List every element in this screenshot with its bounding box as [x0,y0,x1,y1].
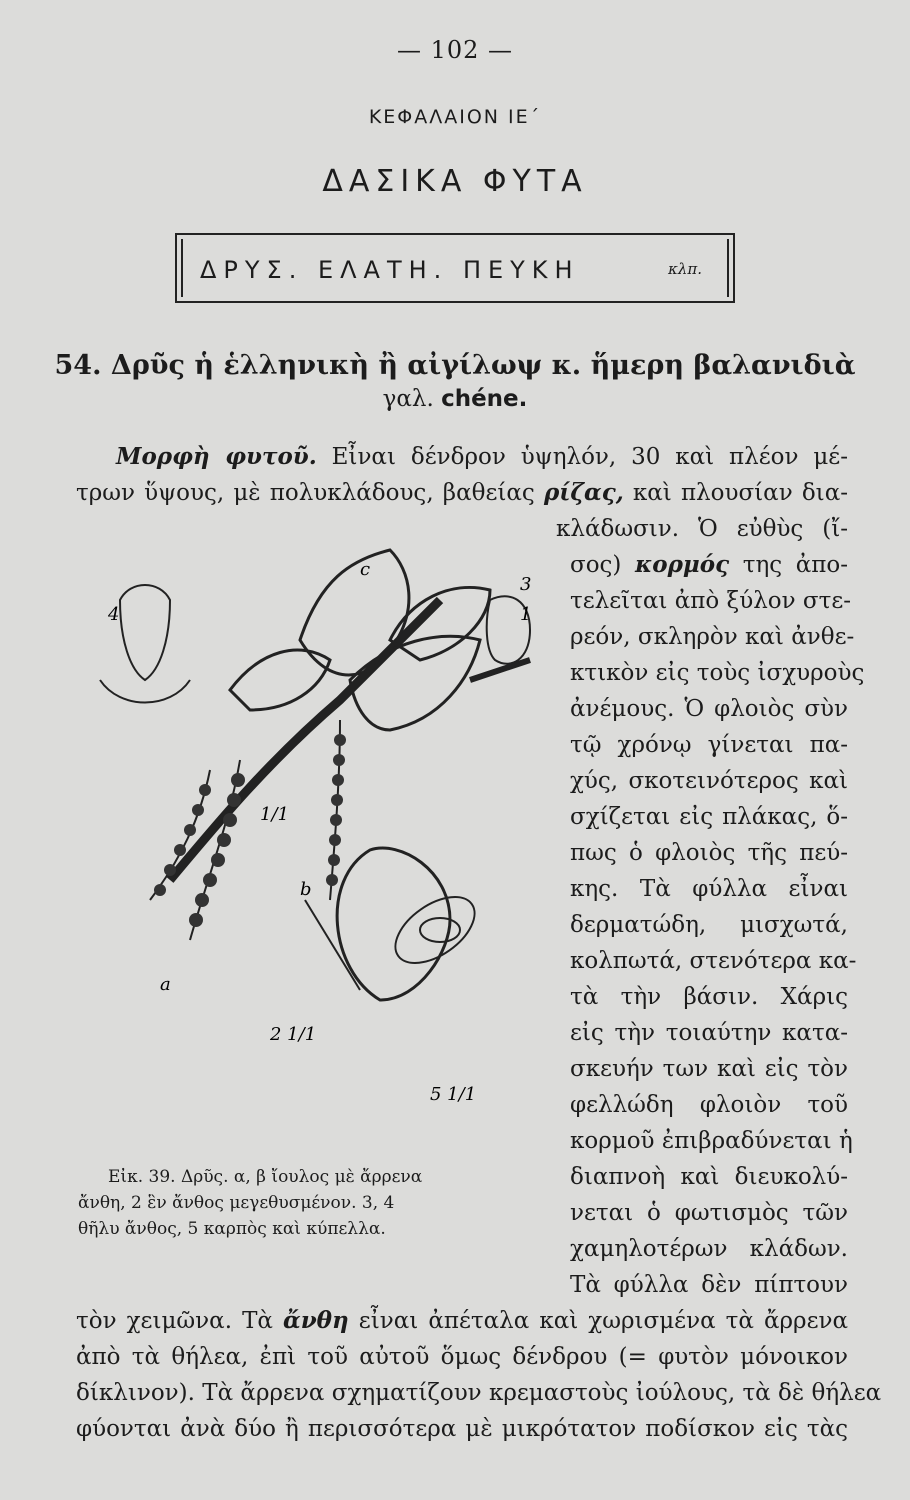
text-line-r4: ρεόν, σκληρὸν καὶ ἀνθε- [570,624,855,650]
section-heading: 54. Δρῦς ἡ ἑλληνικὴ ἢ αἰγίλωψ κ. ἥμερη βαλανιδιὰ [54,350,856,381]
label-b: b [300,879,312,900]
text-span: σος) [570,552,636,578]
text-line-r1: κλάδωσιν. Ὁ εὐθὺς (ἴ- [556,516,848,542]
page-number: — 102 — [396,36,514,64]
figure-caption-line-3: θῆλυ ἄνθος, 5 καρπὸς καὶ κύπελλα. [78,1219,386,1239]
flower-detail-4 [120,585,170,680]
sub-prefix: γαλ. [382,386,434,412]
label-4: 4 [108,604,120,625]
text-span: εἶναι ἀπέταλα καὶ χωρισμένα τὰ ἄρρενα [348,1308,848,1334]
text-line-b3: δίκλινον). Τὰ ἄρρενα σχηματίζουν κρεμαστοὺς ἰούλους, τὰ δὲ θήλεα [76,1380,882,1406]
text-line-r5: κτικὸν εἰς τοὺς ἰσχυροὺς [570,660,865,686]
text-line-b1 [76,1306,848,1336]
label-3: 3 [520,574,532,595]
text-span: τὸν χειμῶνα. Τὰ [76,1308,284,1334]
page-title: ΔΑΣΙΚΑ ΦΥΤΑ [322,164,588,199]
term-kormos: κορμός [635,551,730,578]
text-line-r9: σχίζεται εἰς πλάκας, ὅ- [570,804,848,830]
text-span: της ἀπο- [729,552,848,578]
label-1: 1 [520,604,532,625]
text-line-b2: ἀπὸ τὰ θήλεα, ἐπὶ τοῦ αὐτοῦ ὅμως δένδρου (= φυτὸν μόνοικον [76,1344,848,1370]
figure-caption-line-1: Εἰκ. 39. Δρῦς. α, β ἴουλος μὲ ἄρρενα [108,1167,423,1187]
text-line-r14: τὰ τὴν βάσιν. Χάρις [570,984,848,1010]
label-a: a [160,974,171,995]
text-line-r13: κολπωτά, στενότερα κα- [570,948,857,974]
text-line-2 [76,478,848,508]
oak-illustration [90,520,540,1105]
label-fraction-1: 1/1 [260,804,289,825]
text-line-r18: κορμοῦ ἐπιβραδύνεται ἡ [570,1128,853,1154]
text-line-b4: φύονται ἀνὰ δύο ἢ περισσότερα μὲ μικρότατον ποδίσκον εἰς τὰς [76,1416,848,1442]
single-flower-stem [305,900,360,990]
term-morphe: Μορφὴ φυτοῦ. [116,443,317,470]
text-line-r15: εἰς τὴν τοιαύτην κατα- [570,1020,848,1046]
term-rizas: ρίζας, [543,479,624,506]
text-line-r21: χαμηλοτέρων κλάδων. [570,1236,848,1262]
text-line-r16: σκευήν των καὶ εἰς τὸν [570,1056,848,1082]
sub-word: chéne. [441,386,528,412]
leaf-shape [350,636,480,730]
section-subheading [0,386,910,412]
text-line-r12: δερματώδη, μισχωτά, [570,912,848,938]
text-span: Εἶναι δένδρον ὑψηλόν, 30 καὶ πλέον μέ- [316,444,848,470]
label-c: c [360,559,371,580]
label-fraction-2: 2 1/1 [270,1024,317,1045]
text-line-r8: χύς, σκοτεινότερος καὶ [570,768,848,794]
text-line-r17: φελλώδη φλοιὸν τοῦ [570,1092,848,1118]
text-line-r11: κης. Τὰ φύλλα εἶναι [570,876,848,902]
catkin-shape [330,720,340,900]
leaf-shape [300,550,409,675]
text-line-r19: διαπνοὴ καὶ διευκολύ- [570,1164,848,1190]
title-box-text: ΔΡΥΣ. ΕΛΑΤΗ. ΠΕΥΚΗ [200,256,580,284]
text-span: τρων ὕψους, μὲ πολυκλάδους, βαθείας [76,480,544,506]
text-line-r22: Τὰ φύλλα δὲν πίπτουν [570,1272,848,1298]
chapter-heading: ΚΕΦΑΛΑΙΟΝ ΙΕ΄ [368,106,542,128]
text-line-r6: ἀνέμους. Ὁ φλοιὸς σὺν [570,696,848,722]
figure-caption-line-2: ἄνθη, 2 ἓν ἄνθος μεγεθυσμένον. 3, 4 [78,1193,395,1213]
label-fraction-5: 5 1/1 [430,1084,477,1105]
text-line-r10: πως ὁ φλοιὸς τῆς πεύ- [570,840,848,866]
text-span: καὶ πλουσίαν δια- [623,480,849,506]
text-line-1 [116,442,848,472]
title-box-suffix: κλπ. [668,260,702,278]
text-line-r20: νεται ὁ φωτισμὸς τῶν [570,1200,848,1226]
text-line-r7: τῷ χρόνῳ γίνεται πα- [570,732,848,758]
term-anthe: ἄνθη [283,1307,349,1334]
text-line-r2 [570,550,848,580]
text-line-r3: τελεῖται ἀπὸ ξύλον στε- [570,588,852,614]
acorn [337,848,450,1000]
branch-shape [170,600,440,880]
